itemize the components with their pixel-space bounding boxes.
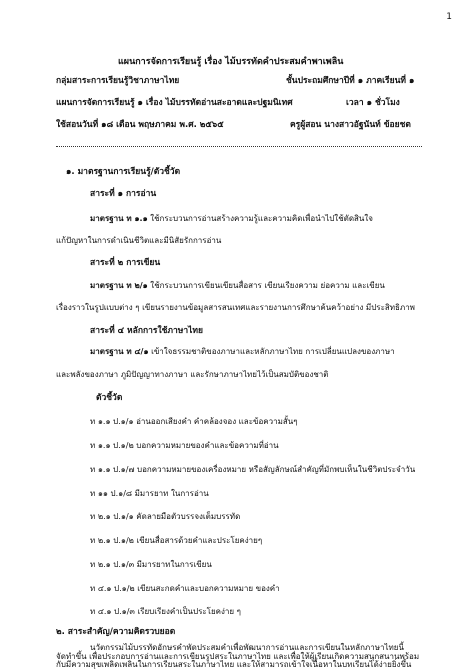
standard2-line2: เรื่องราวในรูปแบบต่าง ๆ เขียนรายงานข้อมูลสารสนเทศและรายงานการศึกษาค้นคว้าอย่าง มีประสิทธิภาพ <box>56 303 415 312</box>
indicator-item: ท ๒.๑ ป.๑/๒ เขียนสื่อสารด้วยคำและประโยคง่ายๆ <box>90 536 263 545</box>
section2-heading: ๒. สาระสำคัญ/ความคิดรวบยอด <box>56 627 176 637</box>
standard4-label: มาตรฐาน ท ๔/๑ <box>90 347 149 356</box>
page-title: แผนการจัดการเรียนรู้ เรื่อง ไม้บรรทัดคำประสมคำพาเพลิน <box>118 57 344 67</box>
standard1-line2: แก้ปัญหาในการดำเนินชีวิตและมีนิสัยรักการอ่าน <box>56 236 222 245</box>
standard2-text: ใช้กระบวนการเขียนเขียนสื่อสาร เขียนเรียงความ ย่อความ และเขียน <box>150 281 385 290</box>
dotted-divider <box>56 146 422 147</box>
indicator-item: ท ๒.๑ ป.๑/๑ คัดลายมือตัวบรรจงเต็มบรรทัด <box>90 512 241 521</box>
standard1-text: ใช้กระบวนการอ่านสร้างความรู้และความคิดเพื่อนำไปใช้ตัดสินใจ <box>150 214 373 223</box>
indicator-item: ท ๑.๑ ป.๑/๑ อ่านออกเสียงคำ คำคล้องจอง และข้อความสั้นๆ <box>90 417 298 426</box>
indicator-item: ท ๑๑ ป.๑/๘ มีมารยาท ในการอ่าน <box>90 489 209 498</box>
section1-heading: ๑. มาตรฐานการเรียนรู้/ตัวชี้วัด <box>66 167 181 177</box>
strand2-title: สาระที่ ๒ การเขียน <box>90 258 161 268</box>
standard1-label: มาตรฐาน ท ๑.๑ <box>90 214 148 223</box>
section2-paragraph-line2: จัดทำขึ้น เพื่อประกอบการอ่านและการเขียนรูปสระในภาษาไทย และเพื่อให้ผู้เรียนเกิดความสนุกสนานพร้อม <box>56 652 420 661</box>
header-schedule: ใช้สอนวันที่ ๑๘ เดือน พฤษภาคม พ.ศ. ๒๕๖๕ <box>56 120 224 130</box>
strand1-title: สาระที่ ๑ การอ่าน <box>90 189 157 199</box>
header-subject-group: กลุ่มสาระการเรียนรู้วิชาภาษาไทย <box>56 76 180 86</box>
indicator-item: ท ๔.๑ ป.๑/๓ เรียบเรียงคำเป็นประโยคง่าย ๆ <box>90 607 241 616</box>
indicator-item: ท ๑.๑ ป.๑/๗ บอกความหมายของเครื่องหมาย หรือสัญลักษณ์สำคัญที่มักพบเห็นในชีวิตประจำวัน <box>90 465 416 474</box>
standard4-line2: และพลังของภาษา ภูมิปัญญาทางภาษา และรักษาภาษาไทยไว้เป็นสมบัติของชาติ <box>56 370 329 379</box>
indicator-item: ท ๒.๑ ป.๑/๓ มีมารยาทในการเขียน <box>90 560 212 569</box>
standard2-label: มาตรฐาน ท ๒/๑ <box>90 281 148 290</box>
section2-paragraph-line3: กับมีความสุขเพลิดเพลินในการเรียนสระในภาษาไทย และให้สามารถเข้าใจเนื้อหาในบทเรียนได้ง่ายยิ่งขึ้น <box>56 660 412 669</box>
indicator-item: ท ๑.๑ ป.๑/๒ บอกความหมายของคำและข้อความที่อ่าน <box>90 441 279 450</box>
standard4-line1 <box>90 348 395 356</box>
indicators-title: ตัวชี้วัด <box>96 393 123 403</box>
header-unit: แผนการจัดการเรียนรู้ ๑ เรื่อง ไม้บรรทัดอ่านสะอาดและปฐมนิเทศ <box>56 98 293 108</box>
strand4-title: สาระที่ ๔ หลักการใช้ภาษาไทย <box>90 326 204 336</box>
indicator-item: ท ๔.๑ ป.๑/๒ เขียนสะกดคำและบอกความหมาย ของคำ <box>90 584 280 593</box>
standard2-line1 <box>90 282 385 290</box>
section2-paragraph-line1: นวัตกรรมไม้บรรทัดอักษรคำพัดประสมคำเพื่อพัฒนาการอ่านและการเขียนในหลักภาษาไทยนี้ <box>90 643 404 652</box>
standard1-line1 <box>90 215 373 223</box>
header-teacher: ครูผู้สอน นางสาวอัฐนันท์ ข้อยชต <box>290 120 411 130</box>
header-time: เวลา ๑ ชั่วโมง <box>346 98 400 108</box>
header-grade: ชั้นประถมศึกษาปีที่ ๑ ภาคเรียนที่ ๑ <box>286 76 415 86</box>
standard4-text: เข้าใจธรรมชาติของภาษาและหลักภาษาไทย การเปลี่ยนแปลงของภาษา <box>151 347 395 356</box>
page-number: 1 <box>446 12 452 22</box>
